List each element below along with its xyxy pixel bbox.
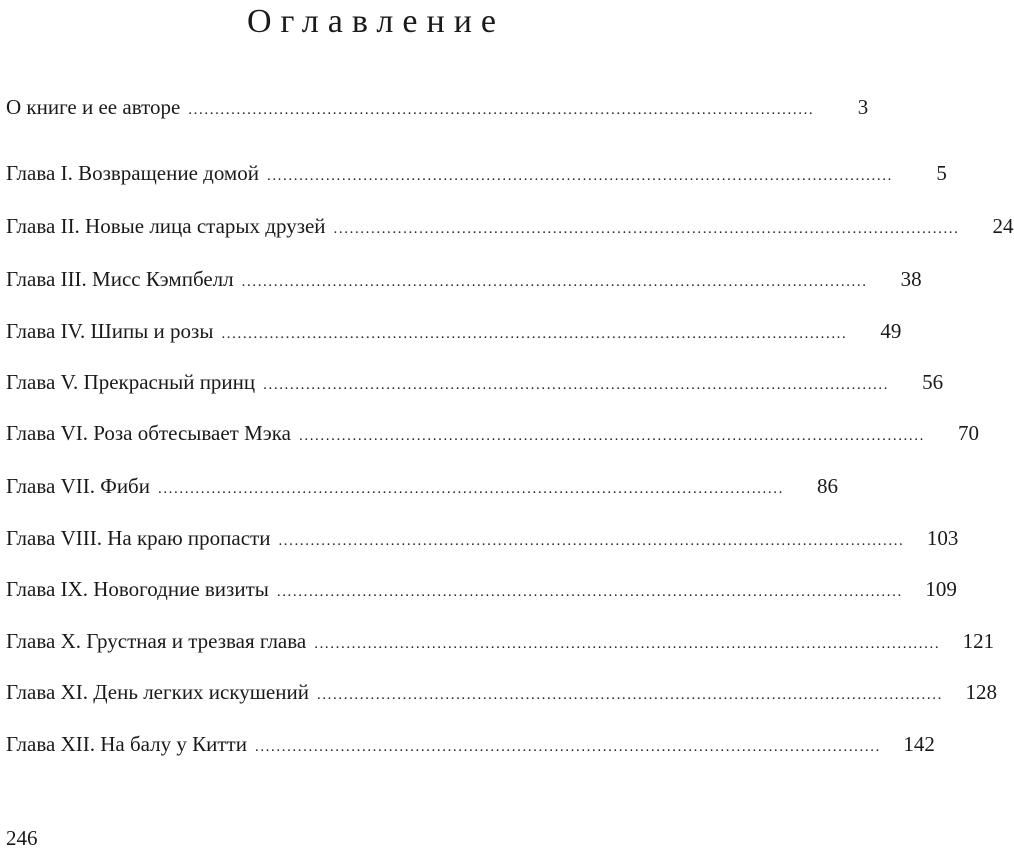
- dot-leader: .....................................................................................................................: [254, 739, 881, 755]
- dot-leader: .....................................................................................................................: [221, 326, 848, 342]
- dot-leader: .....................................................................................................................: [241, 274, 868, 290]
- toc-entry-title: Глава II. Новые лица старых друзей: [6, 214, 326, 238]
- toc-entry-page: 49: [880, 319, 902, 343]
- dot-leader: .....................................................................................................................: [266, 168, 893, 184]
- toc-entry-title: Глава III. Мисс Кэмпбелл: [6, 267, 234, 291]
- toc-entry: [6, 730, 935, 758]
- toc-entry-page: 5: [936, 161, 947, 185]
- toc-entry: [6, 93, 869, 121]
- toc-entry: [6, 472, 838, 500]
- dot-leader: .....................................................................................................................: [276, 584, 903, 600]
- page-number: 246: [6, 826, 38, 850]
- toc-entry: [6, 419, 979, 447]
- toc-entry-title: О книге и ее авторе: [6, 95, 181, 119]
- page-title: Оглавление: [247, 3, 505, 40]
- dot-leader: .....................................................................................................................: [157, 481, 784, 497]
- toc-entry-title: Глава IX. Новогодние визиты: [6, 577, 269, 601]
- toc-entry-title: Глава VII. Фиби: [6, 474, 150, 498]
- dot-leader: .....................................................................................................................: [316, 687, 943, 703]
- toc-entry-page: 142: [903, 732, 935, 756]
- toc-entry-page: 24: [992, 214, 1014, 238]
- toc-entry-page: 103: [926, 526, 959, 550]
- toc-entry: [6, 627, 995, 655]
- toc-entry: [6, 212, 1014, 240]
- toc-entry-page: 109: [925, 577, 957, 601]
- toc-entry: [6, 368, 944, 396]
- toc-entry-page: 56: [922, 370, 944, 394]
- toc-entry-title: Глава X. Грустная и трезвая глава: [6, 629, 307, 653]
- toc-entry-title: Глава XII. На балу у Китти: [6, 732, 247, 756]
- toc-entry: [6, 678, 997, 706]
- toc-entry-title: Глава V. Прекрасный принц: [6, 370, 256, 394]
- toc-entry: [6, 524, 959, 552]
- toc-entry-title: Глава XI. День легких искушений: [6, 680, 309, 704]
- toc-entry-page: 86: [816, 474, 838, 498]
- toc-entry-page: 128: [965, 680, 997, 704]
- dot-leader: .....................................................................................................................: [263, 377, 890, 393]
- dot-leader: .....................................................................................................................: [278, 533, 905, 549]
- toc-entry-page: 3: [857, 95, 869, 119]
- dot-leader: .....................................................................................................................: [188, 102, 815, 118]
- toc-entry: [6, 265, 922, 293]
- toc-entry-title: Глава I. Возвращение домой: [6, 161, 259, 185]
- toc-entry: [6, 575, 957, 603]
- toc-entry-page: 121: [962, 629, 995, 653]
- toc-entry-title: Глава VIII. На краю пропасти: [6, 526, 271, 550]
- dot-leader: .....................................................................................................................: [299, 428, 925, 444]
- toc-entry-title: Глава VI. Роза обтесывает Мэка: [6, 421, 291, 445]
- toc-entry-title: Глава IV. Шипы и розы: [6, 319, 214, 343]
- toc-entry-page: 70: [957, 421, 979, 445]
- dot-leader: .....................................................................................................................: [314, 636, 941, 652]
- dot-leader: .....................................................................................................................: [333, 221, 960, 237]
- toc-entry: [6, 159, 947, 187]
- toc-entry: [6, 317, 902, 345]
- toc-entry-page: 38: [900, 267, 922, 291]
